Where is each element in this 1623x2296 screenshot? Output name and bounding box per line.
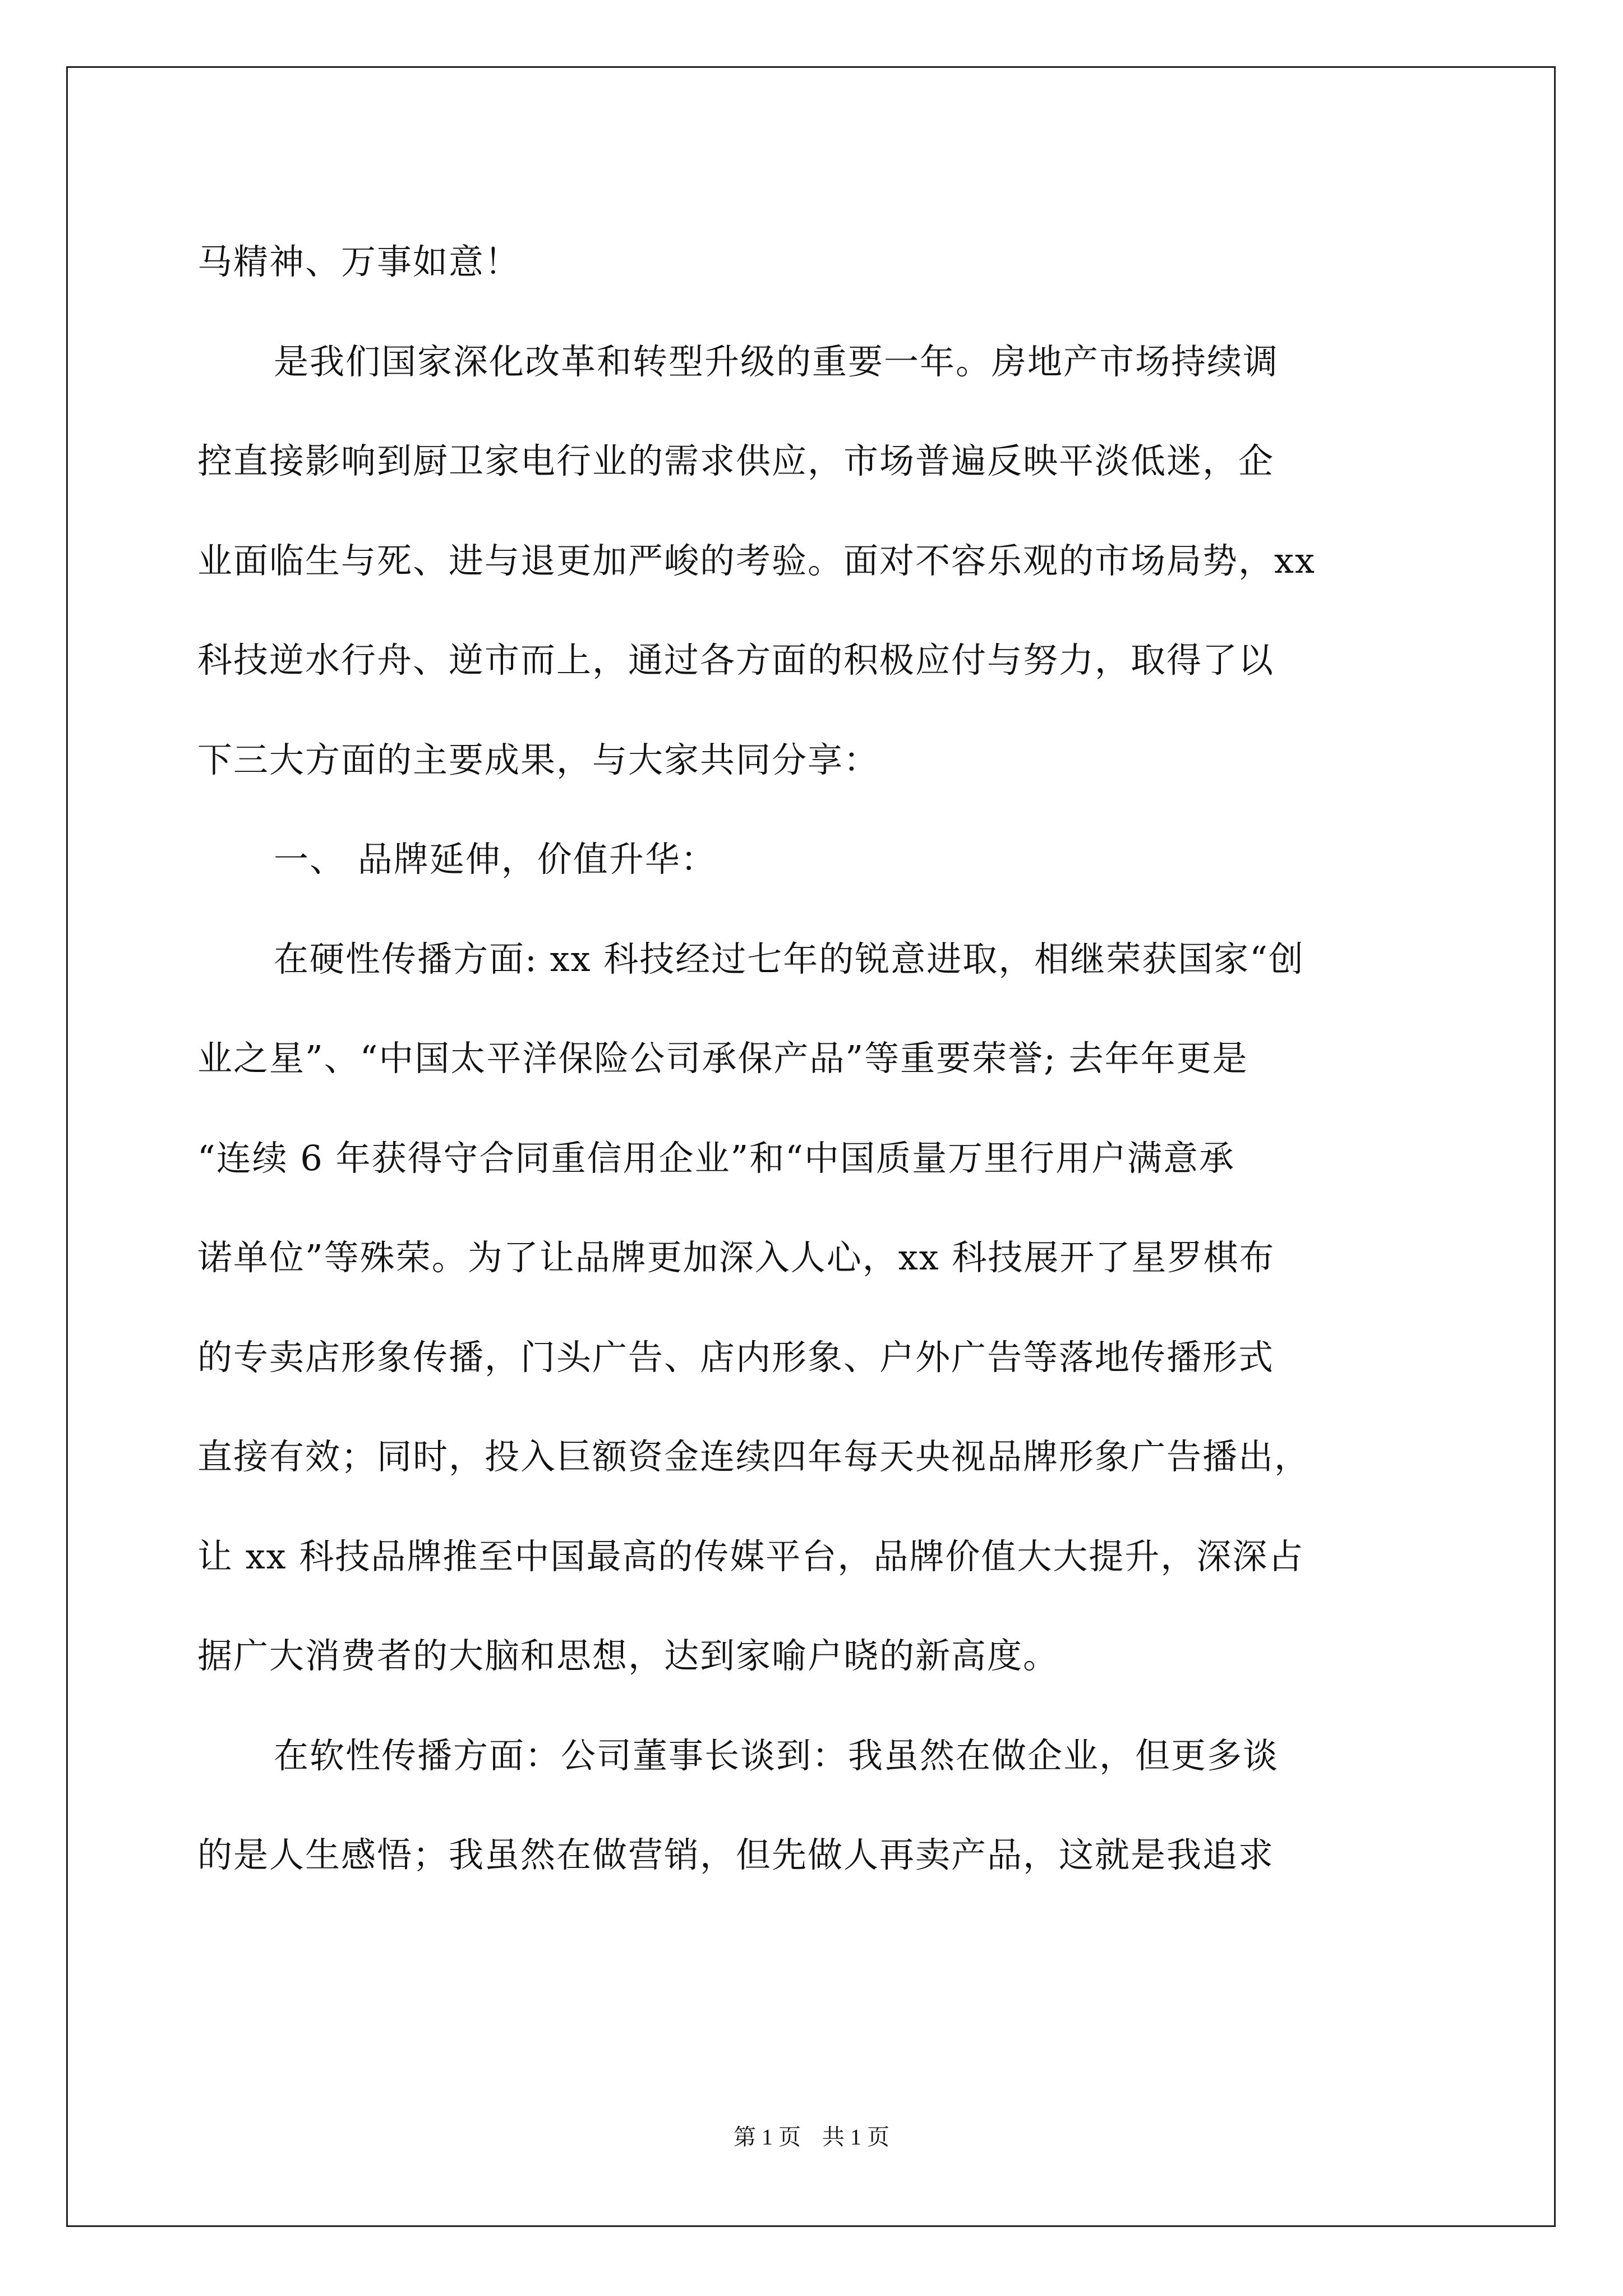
text-line: 控直接影响到厨卫家电行业的需求供应，市场普遍反映平淡低迷，企 bbox=[197, 440, 1275, 481]
text-line: 科技逆水行舟、逆市而上，通过各方面的积极应付与努力，取得了以 bbox=[197, 639, 1275, 680]
text-line: 马精神、万事如意！ bbox=[197, 241, 521, 282]
text-line: “连续 6 年获得守合同重信用企业”和“中国质量万里行用户满意承 bbox=[197, 1137, 1235, 1179]
text-line: 让 xx 科技品牌推至中国最高的传媒平台，品牌价值大大提升，深深占 bbox=[197, 1535, 1304, 1577]
text-line: 业面临生与死、进与退更加严峻的考验。面对不容乐观的市场局势，xx bbox=[197, 540, 1316, 581]
page-count: 共 1 页 bbox=[822, 2124, 889, 2150]
page-number: 第 1 页 bbox=[734, 2124, 801, 2150]
text-line: 的是人生感悟；我虽然在做营销，但先做人再卖产品，这就是我追求 bbox=[197, 1834, 1275, 1875]
page-footer bbox=[0, 2120, 1623, 2154]
text-line: 下三大方面的主要成果，与大家共同分享： bbox=[197, 739, 880, 780]
text-line: 诺单位”等殊荣。为了让品牌更加深入人心，xx 科技展开了星罗棋布 bbox=[197, 1237, 1275, 1278]
text-line: 的专卖店形象传播，门头广告、店内形象、户外广告等落地传播形式 bbox=[197, 1336, 1275, 1378]
document-body bbox=[197, 212, 1462, 1905]
section-heading: 一、 品牌延伸，价值升华： bbox=[274, 839, 717, 880]
paragraph-first-line: 在硬性传播方面: xx 科技经过七年的锐意进取，相继荣获国家“创 bbox=[274, 938, 1304, 979]
text-line: 据广大消费者的大脑和思想，达到家喻户晓的新高度。 bbox=[197, 1635, 1059, 1676]
paragraph-first-line: 在软性传播方面：公司董事长谈到：我虽然在做企业，但更多谈 bbox=[274, 1734, 1279, 1776]
text-line: 业之星”、“中国太平洋保险公司承保产品”等重要荣誉; 去年年更是 bbox=[197, 1038, 1248, 1079]
text-line: 直接有效；同时，投入巨额资金连续四年每天央视品牌形象广告播出， bbox=[197, 1436, 1311, 1477]
paragraph-first-line: 是我们国家深化改革和转型升级的重要一年。房地产市场持续调 bbox=[274, 341, 1279, 382]
